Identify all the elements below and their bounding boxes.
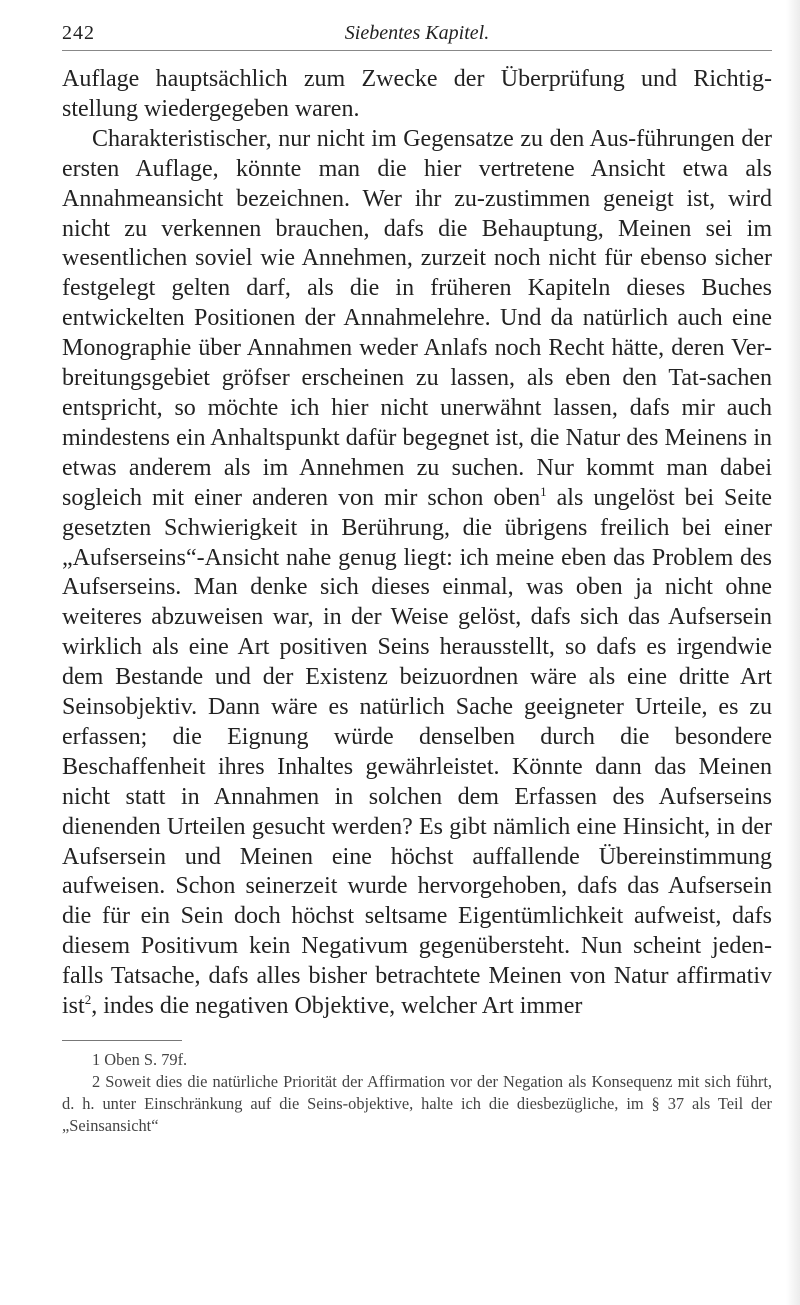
paragraph-main — [62, 125, 772, 1022]
paragraph-main-part-3: , indes die negativen Objektive, welcher Art immer — [91, 993, 583, 1020]
book-page — [62, 14, 772, 1137]
footnote-1: 1 Oben S. 79f. — [92, 1050, 188, 1069]
paragraph-main-part-1: Charakteristischer, nur nicht im Gegensatze zu den Aus-führungen der ersten Auflage, könnte man die hier vertretene Ansicht etwa als Annahmeansicht bezeichnen. Wer ihr zu-zustimmen geneigt ist, wird nicht zu verkennen brauchen, dafs die Behauptung, Meinen sei im wesentlichen soviel wie Annehmen, zurzeit noch nicht für ebenso sicher festgelegt gelten darf, als die in früheren Kapiteln dieses Buches entwickelten Positionen der Annahmelehre. Und da natürlich auch eine Monographie über Annahmen weder Anlafs noch Recht hätte, deren Ver-breitungsgebiet gröfser erscheinen zu lassen, als eben den Tat-sachen entspricht, so möchte ich hier nicht unerwähnt lassen, dafs mir auch mindestens ein Anhaltspunkt dafür begegnet ist, die Natur des Meinens in etwas anderem als im Annehmen zu suchen. Nur kommt man dabei sogleich mit einer anderen von mir schon oben — [62, 125, 772, 511]
footnote-mark-1: 1 — [540, 483, 547, 499]
footnotes — [62, 1049, 772, 1137]
page-edge-shadow — [786, 0, 800, 1305]
page-header — [62, 14, 772, 51]
footnote-2: 2 Soweit dies die natürliche Priorität der Affirmation vor der Negation als Konsequenz mit sich führt, d. h. unter Einschränkung auf die Seins-objektive, halte ich die diesbezügliche, im § 37 als Teil der „Seinsansicht“ — [62, 1072, 772, 1135]
paragraph-main-part-2: als ungelöst bei Seite gesetzten Schwierigkeit in Berührung, die übrigens freilich bei einer „Aufserseins“-Ansicht nahe genug liegt: ich meine eben das Problem des Aufserseins. Man denke sich dieses einmal, was oben ja nicht ohne weiteres abzuweisen war, in der Weise gelöst, dafs sich das Aufsersein wirklich als eine Art positiven Seins herausstellt, so dafs es irgendwie dem Bestande und der Existenz beizuordnen wäre als eine dritte Art Seinsobjektiv. Dann wäre es natürlich Sache geeigneter Urteile, es zu erfassen; die Eignung würde denselben durch die besondere Beschaffenheit ihres Inhaltes gewährleistet. Könnte dann das Meinen nicht statt in Annahmen in solchen dem Erfassen des Aufserseins dienenden Urteilen gesucht werden? Es gibt nämlich eine Hinsicht, in der Aufsersein und Meinen eine höchst auffallende Übereinstimmung aufweisen. Schon seinerzeit wurde hervorgehoben, dafs das Aufsersein die für ein Sein doch höchst seltsame Eigentümlichkeit aufweist, dafs diesem Positivum kein Negativum gegenübersteht. Nun scheint jeden-falls Tatsache, dafs alles bisher betrachtete Meinen von Natur affirmativ ist — [62, 484, 773, 1020]
paragraph-continuation: Auflage hauptsächlich zum Zwecke der Überprüfung und Richtig-stellung wiedergegeben waren. — [62, 66, 772, 122]
footnote-divider — [62, 1040, 182, 1041]
footnote-mark-2: 2 — [84, 992, 92, 1008]
running-head: Siebentes Kapitel. — [344, 22, 490, 44]
page-number: 242 — [62, 22, 95, 44]
main-text — [62, 65, 772, 1022]
